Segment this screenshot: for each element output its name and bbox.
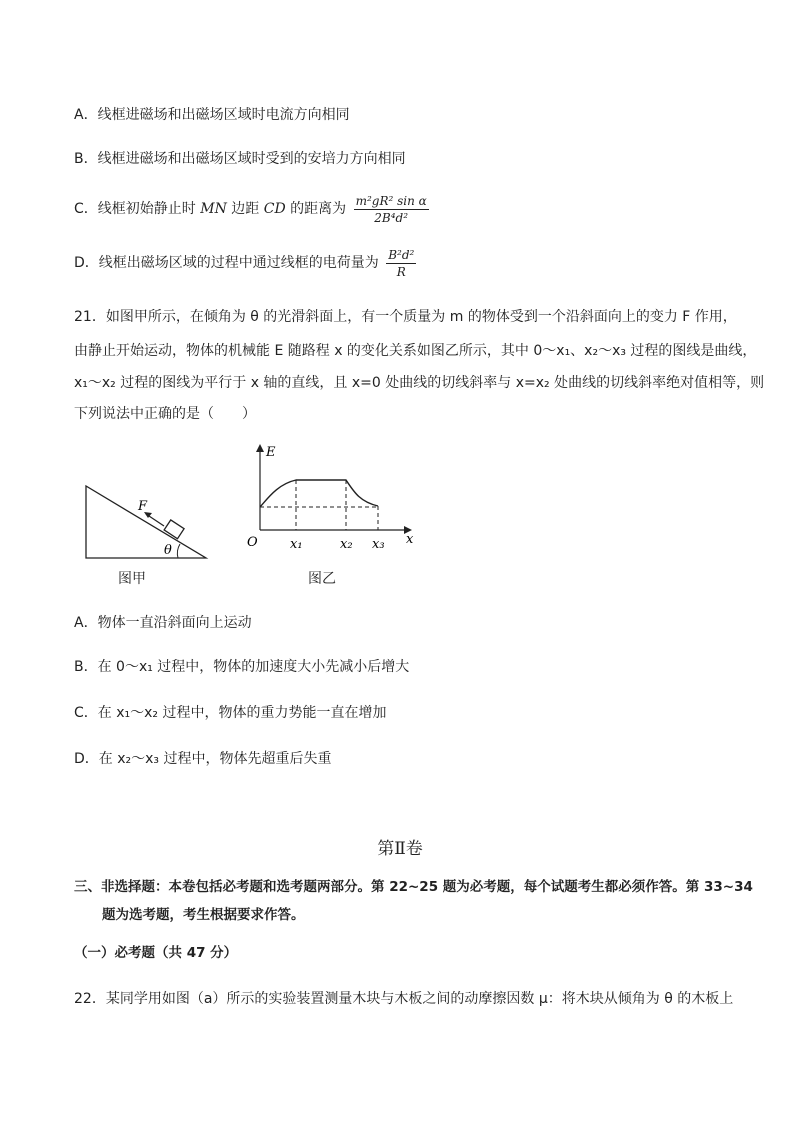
tick-x2: x₂ <box>340 537 353 552</box>
figure-yi-caption: 图乙 <box>308 571 336 587</box>
energy-curve <box>260 480 378 507</box>
section-intro-line-1: 三、非选择题：本卷包括必考题和选考题两部分。第 22~25 题为必考题，每个试题考生都必须作答。第 33~34 <box>74 879 753 895</box>
theta-label: θ <box>164 543 172 558</box>
angle-arc <box>177 544 180 558</box>
part-one-heading: （一）必考题（共 47 分） <box>74 945 238 961</box>
y-axis-arrow <box>256 444 264 452</box>
q20-option-c-denominator: 2B⁴d² <box>374 210 409 225</box>
q20-option-c-suffix: 的距离为 <box>285 201 347 217</box>
q20-option-c-prefix: C．线框初始静止时 <box>74 201 201 217</box>
origin-label: O <box>247 535 258 550</box>
y-axis-label: E <box>266 445 276 460</box>
q21-option-c: C．在 x₁～x₂ 过程中，物体的重力势能一直在增加 <box>74 705 387 721</box>
tick-x1: x₁ <box>290 537 303 552</box>
q20-option-a: A．线框进磁场和出磁场区域时电流方向相同 <box>74 107 350 123</box>
q20-option-c-numerator: m²gR² sin α <box>355 193 427 208</box>
q20-option-d-fraction <box>386 248 416 279</box>
section-title: 第Ⅱ卷 <box>377 839 423 859</box>
q20-option-c <box>74 192 429 226</box>
q21-stem-line-4: 下列说法中正确的是（ ） <box>74 406 256 422</box>
q22-stem-line-1: 22．某同学用如图（a）所示的实验装置测量木块与木板之间的动摩擦因数 μ：将木块从倾角为 θ 的木板上 <box>74 991 734 1007</box>
section-intro-line-2: 题为选考题，考生根据要求作答。 <box>102 907 305 923</box>
block <box>164 520 184 539</box>
q20-option-d-numerator: B²d² <box>388 247 415 262</box>
q20-option-d <box>74 246 416 280</box>
q21-stem-line-2: 由静止开始运动，物体的机械能 E 随路程 x 的变化关系如图乙所示，其中 0～x₁、x₂～x₃ 过程的图线是曲线， <box>74 343 757 359</box>
q21-stem-line-3: x₁～x₂ 过程的图线为平行于 x 轴的直线，且 x=0 处曲线的切线斜率与 x=x₂ 处曲线的切线斜率绝对值相等，则 <box>74 375 765 391</box>
q21-stem-line-1: 21．如图甲所示，在倾角为 θ 的光滑斜面上，有一个质量为 m 的物体受到一个沿斜面向上的变力 F 作用， <box>74 309 737 325</box>
q20-option-c-mid: 边距 <box>226 201 264 217</box>
figure-jia-caption: 图甲 <box>118 571 146 587</box>
tick-x3: x₃ <box>372 537 385 552</box>
q21-option-a: A．物体一直沿斜面向上运动 <box>74 615 252 631</box>
q20-option-b: B．线框进磁场和出磁场区域时受到的安培力方向相同 <box>74 151 406 167</box>
q20-option-d-denominator: R <box>396 264 406 279</box>
q20-option-c-fraction <box>354 194 429 225</box>
figure-jia-incline <box>80 478 215 563</box>
figure-yi-graph <box>244 440 419 555</box>
x-axis-label: x <box>406 532 414 547</box>
q20-option-d-prefix: D．线框出磁场区域的过程中通过线框的电荷量为 <box>74 255 379 271</box>
incline-triangle <box>86 486 206 558</box>
q21-option-d: D．在 x₂～x₃ 过程中，物体先超重后失重 <box>74 751 332 767</box>
force-label: F <box>138 499 148 514</box>
q20-option-c-cd: CD <box>263 201 286 217</box>
q21-option-b: B．在 0～x₁ 过程中，物体的加速度大小先减小后增大 <box>74 659 410 675</box>
q20-option-c-mn: MN <box>200 201 227 217</box>
